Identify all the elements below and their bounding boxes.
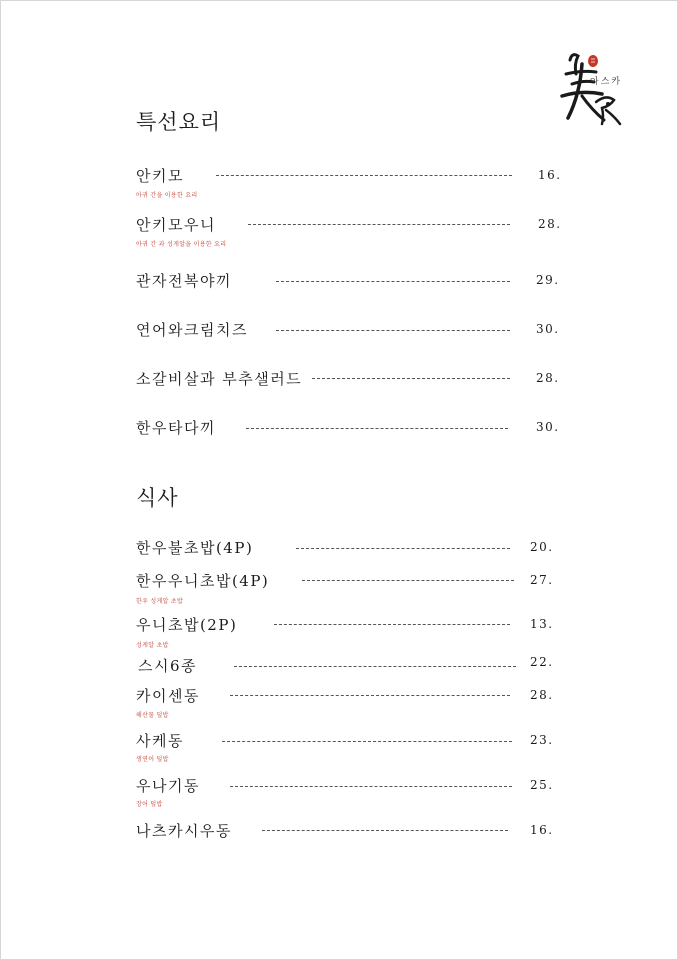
item-name: 소갈비살과 부추샐러드	[136, 370, 303, 388]
item-name: 나츠카시우동	[136, 822, 232, 840]
item-description: 생연어 덮밥	[136, 756, 169, 763]
item-description: 아귀 간 과 성게알을 이용한 요리	[136, 241, 227, 248]
item-name: 안키모	[136, 167, 184, 185]
dotted-leader	[276, 330, 510, 331]
item-price: 30.	[536, 420, 560, 434]
dotted-leader	[248, 224, 510, 225]
dotted-leader	[230, 786, 512, 787]
item-name: 한우우니초밥(4P)	[136, 572, 270, 590]
dotted-leader	[222, 741, 512, 742]
item-name: 연어와크림치즈	[136, 321, 248, 339]
item-price: 13.	[530, 617, 554, 631]
item-price: 25.	[530, 778, 554, 792]
item-price: 23.	[530, 733, 554, 747]
dotted-leader	[246, 428, 508, 429]
item-name: 안키모우니	[136, 216, 216, 234]
item-description: 해산물 덮밥	[136, 712, 169, 719]
item-price: 30.	[536, 322, 560, 336]
dotted-leader	[276, 281, 510, 282]
item-price: 20.	[530, 540, 554, 554]
item-price: 27.	[530, 573, 554, 587]
dotted-leader	[296, 548, 510, 549]
item-price: 29.	[536, 273, 560, 287]
dotted-leader	[216, 175, 512, 176]
dotted-leader	[312, 378, 510, 379]
item-description: 한우 성게알 초밥	[136, 598, 184, 605]
item-description: 장어 덮밥	[136, 801, 163, 808]
item-price: 16.	[530, 823, 554, 837]
item-name: 스시6종	[138, 657, 198, 675]
item-price: 28.	[530, 688, 554, 702]
section-title-meals: 식사	[136, 486, 179, 510]
item-name: 우나기동	[136, 777, 200, 795]
calligraphy-logo-icon	[552, 44, 632, 130]
section-title-specials: 특선요리	[136, 110, 222, 134]
item-name: 카이센동	[136, 687, 200, 705]
item-name: 한우불초밥(4P)	[136, 539, 254, 557]
dotted-leader	[234, 666, 516, 667]
item-price: 28.	[536, 371, 560, 385]
dotted-leader	[302, 580, 514, 581]
item-price: 28.	[538, 217, 562, 231]
item-name: 우니초밥(2P)	[136, 616, 238, 634]
item-price: 16.	[538, 168, 562, 182]
item-name: 사케동	[136, 732, 184, 750]
logo-reading-text: 아스카	[590, 77, 623, 87]
item-price: 22.	[530, 655, 554, 669]
dotted-leader	[262, 830, 508, 831]
dotted-leader	[274, 624, 510, 625]
item-description: 성게알 초밥	[136, 642, 169, 649]
item-name: 한우타다끼	[136, 419, 216, 437]
dotted-leader	[230, 695, 510, 696]
item-name: 관자전복야끼	[136, 272, 232, 290]
item-description: 아귀 간을 이용한 요리	[136, 192, 198, 199]
brand-logo	[552, 44, 632, 130]
